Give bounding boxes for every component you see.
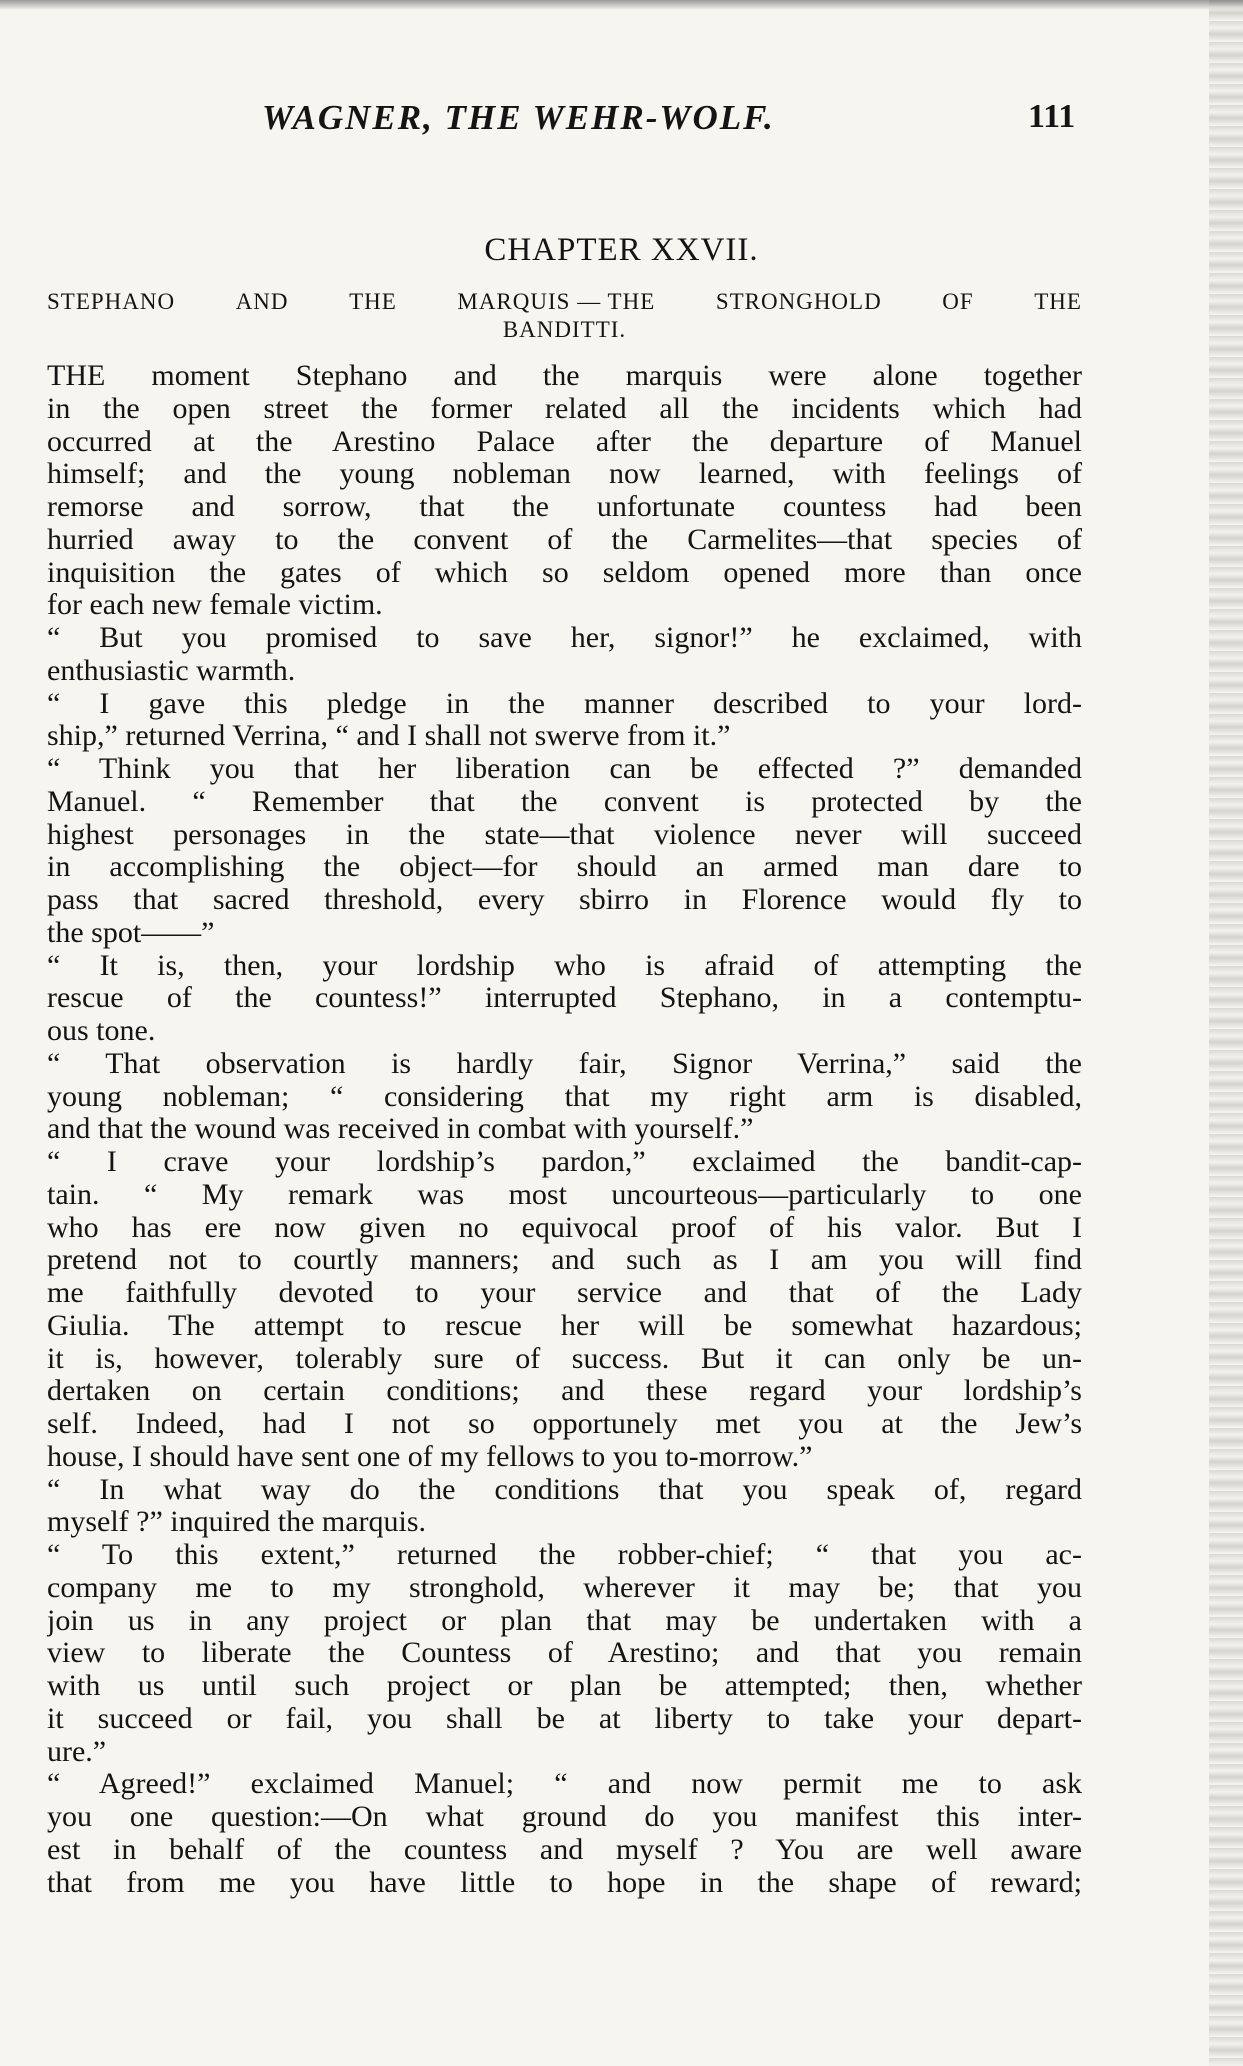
text-line: view to liberate the Countess of Arestino; and that you remain	[47, 1637, 1082, 1670]
text-line: with us until such project or plan be attempted; then, whether	[47, 1670, 1082, 1702]
text-line: self. Indeed, had I not so opportunely met you at the Jew’s	[47, 1408, 1082, 1440]
text-line: in the open street the former related all the incidents which had	[47, 392, 1082, 425]
text-line: “ It is, then, your lordship who is afraid of attempting the	[47, 949, 1082, 982]
text-line: pass that sacred threshold, every sbirro in Florence would fly to	[47, 884, 1082, 916]
text-line: house, I should have sent one of my fellows to you to-morrow.”	[47, 1440, 813, 1473]
scan-edge-top	[0, 0, 1243, 10]
text-line: dertaken on certain conditions; and these regard your lordship’s	[47, 1375, 1082, 1408]
chapter-subtitle-line-2: BANDITTI.	[502, 317, 627, 342]
text-line: THE moment Stephano and the marquis were alone together	[47, 360, 1082, 392]
text-line: “ To this extent,” returned the robber-chief; “ that you ac-	[47, 1539, 1082, 1571]
text-line: inquisition the gates of which so seldom opened more than once	[47, 556, 1082, 589]
text-line: in accomplishing the object—for should an armed man dare to	[47, 851, 1082, 884]
text-line: it is, however, tolerably sure of success. But it can only be un-	[47, 1342, 1082, 1375]
text-line: who has ere now given no equivocal proof of his valor. But I	[47, 1211, 1082, 1244]
text-line: “ That observation is hardly fair, Signor Verrina,” said the	[47, 1047, 1082, 1080]
chapter-subtitle	[47, 288, 1082, 344]
chapter-subtitle-line-1	[47, 288, 1082, 316]
subtitle-word: STRONGHOLD	[715, 289, 882, 314]
text-line: “ I gave this pledge in the manner described to your lord-	[47, 687, 1082, 720]
text-line: ous tone.	[47, 1015, 156, 1047]
text-line: “ In what way do the conditions that you speak of, regard	[47, 1473, 1082, 1506]
text-line: young nobleman; “ considering that my right arm is disabled,	[47, 1080, 1082, 1113]
chapter-title: CHAPTER XXVII.	[484, 232, 759, 268]
text-line: me faithfully devoted to your service and that of the Lady	[47, 1277, 1082, 1309]
text-line: occurred at the Arestino Palace after the departure of Manuel	[47, 425, 1082, 458]
text-line: remorse and sorrow, that the unfortunate countess had been	[47, 491, 1082, 523]
subtitle-word: MARQUIS — THE	[457, 289, 656, 314]
text-line: you one question:—On what ground do you manifest this inter-	[47, 1801, 1082, 1833]
text-line: himself; and the young nobleman now learned, with feelings of	[47, 458, 1082, 491]
text-line: rescue of the countess!” interrupted Stephano, in a contemptu-	[47, 982, 1082, 1015]
text-line: company me to my stronghold, wherever it may be; that you	[47, 1571, 1082, 1604]
text-line: est in behalf of the countess and myself ? You are well aware	[47, 1833, 1082, 1866]
subtitle-word: AND	[235, 289, 289, 314]
subtitle-word: THE	[1034, 289, 1082, 314]
text-line: hurried away to the convent of the Carmelites—that species of	[47, 523, 1082, 556]
text-line: “ Think you that her liberation can be effected ?” demanded	[47, 753, 1082, 785]
text-line: join us in any project or plan that may be undertaken with a	[47, 1604, 1082, 1637]
text-line: “ Agreed!” exclaimed Manuel; “ and now permit me to ask	[47, 1768, 1082, 1801]
text-line: it succeed or fail, you shall be at liberty to take your depart-	[47, 1702, 1082, 1735]
subtitle-word: STEPHANO	[47, 289, 176, 314]
text-line: pretend not to courtly manners; and such as I am you will find	[47, 1244, 1082, 1277]
text-line: Manuel. “ Remember that the convent is protected by the	[47, 785, 1082, 818]
running-title: WAGNER, THE WEHR-WOLF.	[262, 98, 775, 137]
text-line: Giulia. The attempt to rescue her will be somewhat hazardous;	[47, 1309, 1082, 1342]
page-header	[0, 98, 1243, 146]
text-line: myself ?” inquired the marquis.	[47, 1506, 427, 1539]
text-line: ship,” returned Verrina, “ and I shall not swerve from it.”	[47, 720, 731, 753]
text-line: tain. “ My remark was most uncourteous—particularly to one	[47, 1178, 1082, 1211]
text-line: that from me you have little to hope in the shape of reward;	[47, 1866, 1082, 1899]
text-line: ure.”	[47, 1735, 107, 1768]
text-line: highest personages in the state—that violence never will succeed	[47, 818, 1082, 851]
text-line: “ I crave your lordship’s pardon,” exclaimed the bandit-cap-	[47, 1146, 1082, 1178]
page-number: 111	[1028, 98, 1076, 135]
text-line: “ But you promised to save her, signor!” he exclaimed, with	[47, 622, 1082, 654]
text-line: for each new female victim.	[47, 589, 383, 622]
subtitle-word: THE	[349, 289, 397, 314]
text-line: and that the wound was received in combat with yourself.”	[47, 1113, 754, 1146]
text-line: the spot——”	[47, 916, 215, 949]
subtitle-word: OF	[942, 289, 974, 314]
scan-edge-right	[1209, 0, 1243, 2066]
body-text	[47, 360, 1082, 1899]
text-line: enthusiastic warmth.	[47, 654, 296, 687]
